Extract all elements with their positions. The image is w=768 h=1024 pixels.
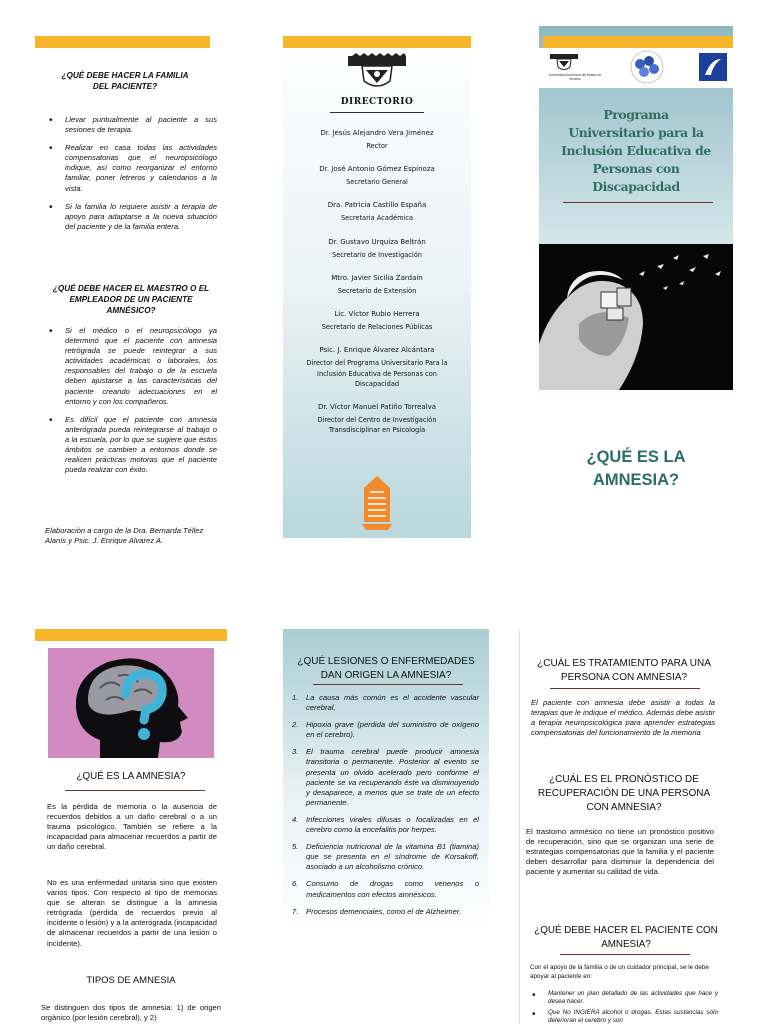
item-text: Infecciones virales difusas o focalizadas en el cerebro como la encefalitis por herpes. (306, 814, 479, 835)
list-item (291, 238, 463, 260)
list-item: • Llevar puntualmente al paciente a sus sesiones de terapia. (47, 115, 217, 135)
title-underline (563, 202, 713, 203)
what-is-panel (35, 629, 227, 1024)
list-item (292, 879, 479, 899)
employer-heading: ¿QUÉ DEBE HACER EL MAESTRO O EL EMPLEADOR DE UN PACIENTE AMNÉSICO? (52, 284, 210, 316)
types-paragraph: Se distinguen dos tipos de amnesia: 1) de origen orgánico (por lesión cerebral), y 2) (41, 1003, 221, 1023)
entry-role: Rector (366, 142, 388, 150)
patient-intro: Con el apoyo de la familia o de un cuidador principal, se le debe apoyar al paciente en: (530, 964, 709, 980)
item-number: 3. (292, 747, 299, 757)
university-crest-icon (549, 52, 579, 72)
item-number: 1. (292, 693, 299, 702)
heading-underline (313, 684, 463, 685)
list-item: • Que No INGIERA alcohol o drogas. Estas sustancias sólo deterioran el cerebro y son (530, 1009, 718, 1024)
entry-role: Secretaria Académica (340, 214, 414, 223)
list-item: • Es difícil que el paciente con amnesia anterógrada pueda reintegrarse al trabajo o a la escuela, por lo que se sugiere que éstos ámbitos se cambien a entornos donde se realicen prácticas motoras que el paciente pueda realizar con éxito. (47, 415, 217, 476)
treatment-panel (519, 629, 725, 1024)
entry-name: Dr. Gustavo Urquiza Beltrán (328, 237, 426, 246)
entry-role: Secretario de Extensión (337, 286, 417, 295)
cover-question: ¿QUÉ ES LA AMNESIA? (586, 448, 686, 490)
entry-name: Mtro. Javier Sicilia Zardain (331, 273, 423, 282)
list-item: • Si la familia lo requiere asistir a terapia de apoyo para adaptarse a la nueva situación del paciente y de la familia entera. (47, 202, 217, 232)
entry-role: Director del Programa Universitario Para la Inclusión Educativa de Personas con Discapacidad (306, 359, 448, 388)
item-number: 7. (292, 906, 299, 916)
list-item (291, 274, 463, 296)
family-heading: ¿QUÉ DEBE HACER LA FAMILIA DEL PACIENTE? (61, 71, 189, 92)
entry-name: Dr. Jesús Alejandro Vera Jiménez (320, 129, 434, 137)
item-number: 6. (292, 879, 299, 889)
list-item (292, 907, 479, 917)
list-item (292, 693, 479, 713)
item-number: 2. (292, 720, 299, 730)
university-crest-icon (346, 53, 408, 91)
list-item (291, 403, 463, 435)
directory-title-underline (330, 112, 424, 113)
entry-role: Secretario General (346, 178, 408, 187)
entry-name: Dr. José Antonio Gómez Espinoza (319, 165, 435, 174)
directory-title: DIRECTORIO (340, 97, 414, 107)
logo-caption: Universidad Autónoma del Estado de Morelos (548, 73, 602, 81)
list-item (292, 747, 479, 808)
directory-panel (283, 36, 471, 538)
prognosis-heading: ¿CUÁL ES EL PRONÓSTICO DE RECUPERACIÓN DE UNA PERSONA CON AMNESIA? (537, 774, 711, 813)
orange-header-bar (543, 36, 733, 48)
entry-name: Dr. Víctor Manuel Patiño Torrealva (317, 402, 437, 411)
orange-header-bar (35, 629, 227, 641)
what-paragraph-2: No es una enfermedad unitaria sino que existen varios tipos. Con respecto al tipo de memorias que se alteran se distingue a la amnesia retrógrada (pérdida de recuerdos previo al incidente o lesión) y a la anterógrada (incapacidad de almacenar recuerdos a partir de una lesión o incidente). (47, 878, 217, 948)
list-item (292, 815, 479, 835)
list-item: • Realizar en casa todas las actividades compensatorias que el neuropsicólogo indique, así como reorganizar el entorno familiar, poner letreros y calendarios a la vista. (47, 143, 217, 193)
item-number: 4. (292, 814, 299, 824)
what-paragraph-1: Es la pérdida de memoria o la ausencia de recuerdos debidos a un daño cerebral o a un trauma psicológico. También se refiere a la incapacidad para almacenar recuerdos a partir de un daño cerebral. (47, 802, 217, 852)
list-item (291, 165, 463, 187)
treatment-heading: ¿CUÁL ES TRATAMIENTO PARA UNA PERSONA CON AMNESIA? (537, 658, 711, 683)
item-text: Deficiencia nutricional de la vitamina B1 (tiamina) que se presenta en el síndrome de Korsakoff, asociado a un alcoholismo crónico. (306, 842, 479, 872)
orange-header-bar (35, 36, 210, 48)
list-item: • Mantener un plan detallado de las actividades que hace y desea hacer. (530, 990, 718, 1007)
item-text: La causa más común es el accidente vascular cerebral, (306, 693, 479, 713)
item-text: Procesos demenciales, como el de Alzheimer. (306, 906, 462, 916)
list-item (292, 720, 479, 740)
employer-list (47, 326, 217, 483)
causes-heading: ¿QUÉ LESIONES O ENFERMEDADES DAN ORIGEN LA AMNESIA? (297, 656, 475, 681)
entry-role: Secretario de Relaciones Públicas (321, 323, 433, 332)
what-heading: ¿QUÉ ES LA AMNESIA? (76, 771, 186, 782)
amnesia-photo (539, 244, 733, 390)
patient-list (530, 990, 718, 1024)
inclusion-program-logo-icon (625, 50, 669, 84)
head-question-mark-image (48, 648, 214, 758)
patient-heading: ¿QUÉ DEBE HACER EL PACIENTE CON AMNESIA? (534, 925, 718, 950)
list-item (291, 201, 463, 223)
program-title: Programa Universitario para la Inclusión Educativa de Personas con Discapacidad (561, 107, 711, 194)
entry-role: Secretario de Investigación (332, 250, 422, 259)
list-item (291, 129, 463, 151)
orange-header-bar (283, 36, 471, 48)
cover-panel (539, 26, 733, 526)
heading-underline (550, 688, 700, 689)
entry-name: Dra. Patricia Castillo España (327, 201, 427, 210)
transdisciplinary-center-logo-icon (699, 53, 727, 81)
item-number: 5. (292, 842, 299, 852)
heading-underline (560, 954, 690, 955)
family-panel (35, 36, 217, 556)
credits: Elaboración a cargo de la Dra. Bernarda Téllez Alanís y Psic. J. Enrique Alvarez A. (45, 526, 204, 546)
list-item (291, 310, 463, 332)
types-heading: TIPOS DE AMNESIA (86, 975, 176, 986)
heading-underline (65, 790, 205, 791)
item-text: El trauma cerebral puede producir amnesia transitoria o permanente. Posterior al evento se presenta un olvido acelerado pero conforme el paciente se va recuperando éste va disminuyendo y desaparece, a menos que se trate de un efecto permanente. (306, 747, 479, 807)
family-list (47, 115, 217, 240)
causes-panel (283, 629, 489, 1024)
treatment-text: El paciente con amnesia debe asistir a todas la terapias que le indique el médico. Además debe asistir a terapia neuropsicológica para aprender estrategias compensatorias del funcionamiento de la memoria (531, 698, 715, 738)
list-item (291, 346, 463, 389)
directory-list (291, 115, 463, 435)
prognosis-text: El trastorno amnésico no tiene un pronóstico positivo de recuperación, sino que se organizan una serie de estrategias compensatorias que la familia y el paciente deben desarrollar para disminuir la dependencia del paciente y aumentar su calidad de vida. (526, 827, 714, 877)
entry-name: Psic. J. Enrique Álvarez Alcántara (319, 346, 435, 355)
entry-role: Director del Centro de Investigación Transdisciplinar en Psicología (317, 415, 437, 435)
item-text: Hipoxia grave (perdida del suministro de oxígeno en el cerebro). (306, 720, 479, 740)
research-center-logo-icon (360, 474, 394, 532)
list-item: • Si el médico o el neuropsicólogo ya determinó que el paciente con amnesia retrógrada se puede reintegrar a sus actividades académicas o laborales, los responsables del trabajo o de la escuela deben ajustarse a las características del paciente creando adecuaciones en el entorno y con los compañeros. (47, 326, 217, 407)
item-text: Consumo de drogas como venenos o medicamentos con efectos amnésicos. (306, 879, 479, 899)
entry-name: Lic. Víctor Rubio Herrera (334, 310, 420, 319)
causes-list (292, 693, 479, 924)
list-item (292, 842, 479, 872)
